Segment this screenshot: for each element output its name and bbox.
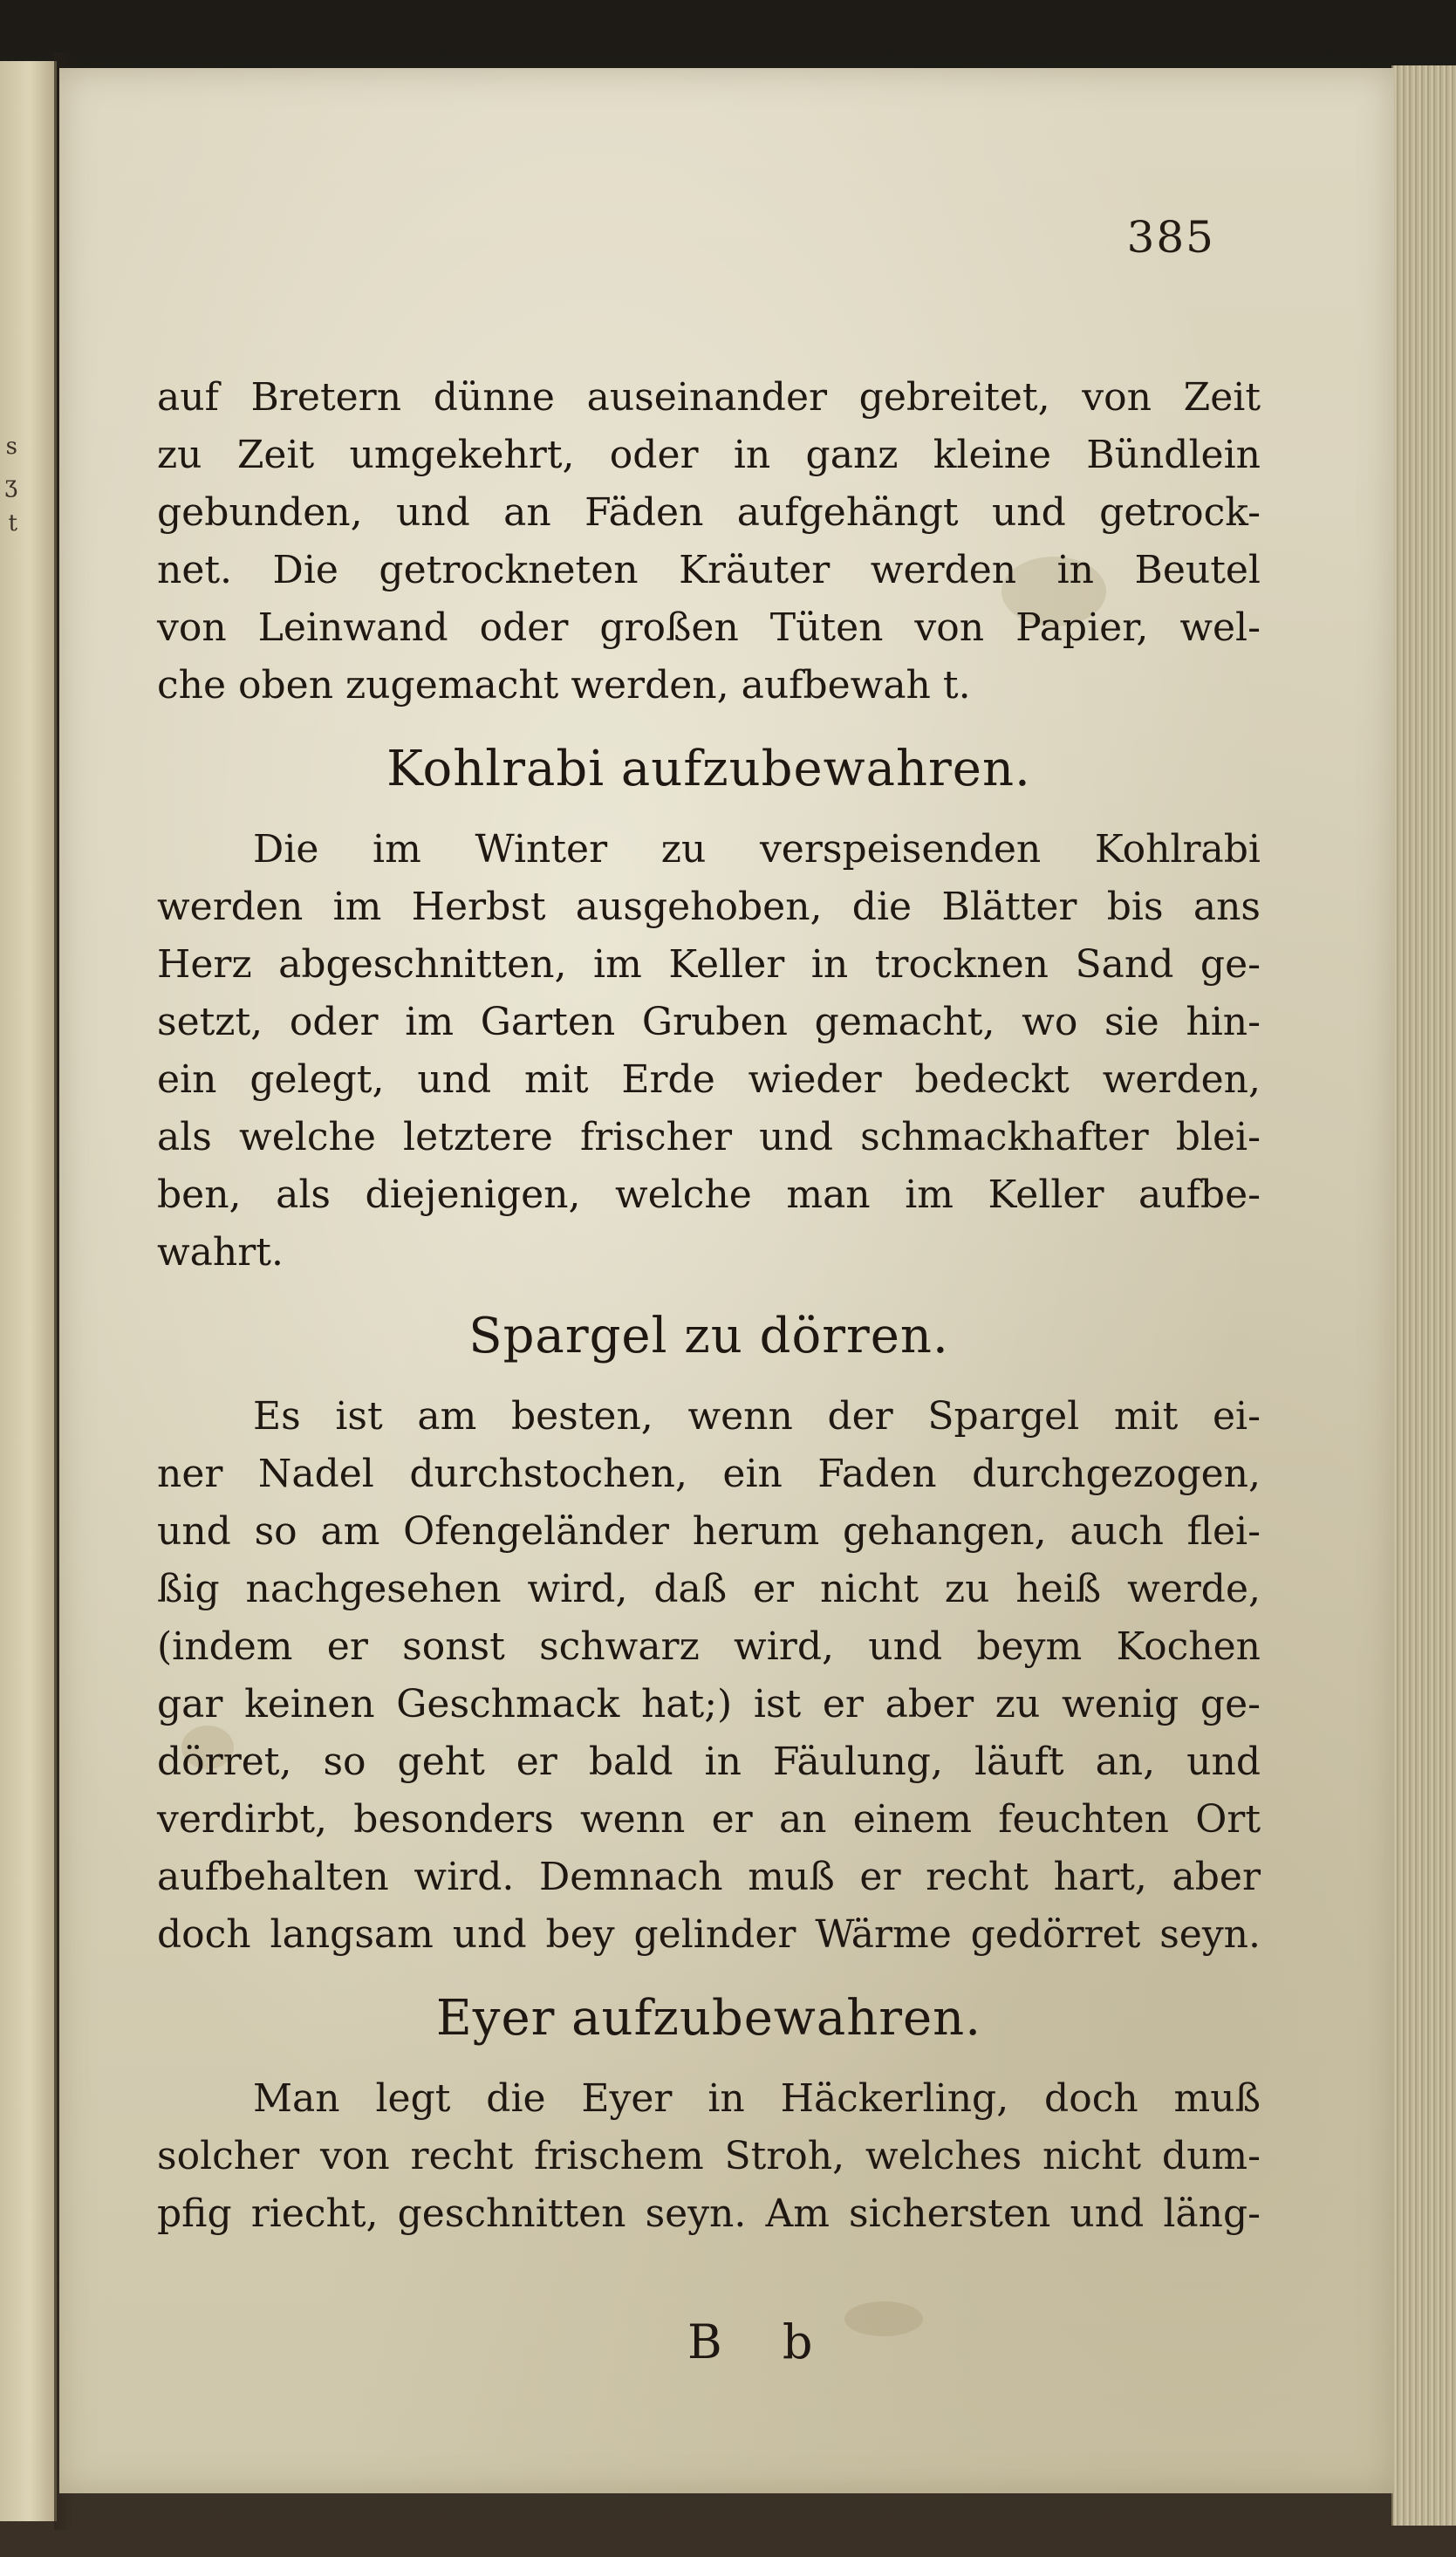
- edge-char: t: [8, 510, 17, 537]
- text-line: net. Die getrockneten Kräuter werden in Beutel: [157, 548, 1261, 592]
- left-page-edge: [0, 61, 57, 2521]
- text-line: gebunden, und an Fäden aufgehängt und getrock-: [157, 490, 1261, 535]
- text-line: wahrt.: [157, 1230, 284, 1275]
- text-line: ein gelegt, und mit Erde wieder bedeckt werden,: [157, 1057, 1261, 1102]
- section-spargel: [157, 1297, 1261, 1964]
- page-stack-edge: [1391, 65, 1456, 2526]
- text-line: solcher von recht frischem Stroh, welches nicht dum-: [157, 2134, 1261, 2178]
- text-line: pfig riecht, geschnitten seyn. Am sichersten und läng-: [157, 2191, 1261, 2236]
- edge-char: ʒ: [4, 472, 17, 498]
- text-line: (indem er sonst schwarz wird, und beym Kochen: [157, 1624, 1261, 1669]
- section-heading: Spargel zu dörren.: [468, 1308, 949, 1364]
- text-line: Die im Winter zu verspeisenden Kohlrabi: [253, 827, 1261, 872]
- text-line: Herz abgeschnitten, im Keller in trocknen Sand ge-: [157, 942, 1261, 987]
- text-line: verdirbt, besonders wenn er an einem feuchten Ort: [157, 1797, 1261, 1842]
- book-page: [59, 68, 1394, 2493]
- left-page-edge-text: [0, 427, 17, 543]
- text-line: Es ist am besten, wenn der Spargel mit ei-: [253, 1394, 1261, 1439]
- text-line: auf Bretern dünne auseinander gebreitet, von Zeit: [157, 375, 1261, 420]
- section-kohlrabi: [157, 730, 1261, 1282]
- text-line: setzt, oder im Garten Gruben gemacht, wo sie hin-: [157, 1000, 1261, 1044]
- text-line: che oben zugemacht werden, aufbewah t.: [157, 663, 971, 708]
- text-line: Man legt die Eyer in Häckerling, doch muß: [253, 2076, 1261, 2121]
- text-line: ßig nachgesehen wird, daß er nicht zu heiß werde,: [157, 1567, 1261, 1611]
- section-eyer: [157, 1979, 1261, 2243]
- section-heading: Eyer aufzubewahren.: [435, 1990, 982, 2047]
- text-line: von Leinwand oder großen Tüten von Papier, wel-: [157, 605, 1261, 650]
- page-number: 385: [1126, 212, 1215, 263]
- signature-mark: B b: [687, 2314, 836, 2369]
- text-line: aufbehalten wird. Demnach muß er recht hart, aber: [157, 1855, 1261, 1899]
- text-line: gar keinen Geschmack hat;) ist er aber zu wenig ge-: [157, 1682, 1261, 1726]
- text-line: werden im Herbst ausgehoben, die Blätter bis ans: [157, 885, 1261, 929]
- section-heading: Kohlrabi aufzubewahren.: [386, 741, 1031, 797]
- edge-char: s: [5, 434, 17, 460]
- text-line: doch langsam und bey gelinder Wärme gedörret seyn.: [157, 1912, 1261, 1957]
- text-line: und so am Ofengeländer herum gehangen, auch flei-: [157, 1509, 1261, 1554]
- text-line: dörret, so geht er bald in Fäulung, läuft an, und: [157, 1740, 1261, 1784]
- section-continuation: [157, 369, 1261, 714]
- text-line: zu Zeit umgekehrt, oder in ganz kleine Bündlein: [157, 433, 1261, 477]
- page-text: [157, 369, 1261, 2243]
- paper-stain: [844, 2301, 923, 2336]
- text-line: als welche letztere frischer und schmackhafter blei-: [157, 1115, 1261, 1159]
- text-line: ner Nadel durchstochen, ein Faden durchgezogen,: [157, 1452, 1261, 1496]
- text-line: ben, als diejenigen, welche man im Keller aufbe-: [157, 1173, 1261, 1217]
